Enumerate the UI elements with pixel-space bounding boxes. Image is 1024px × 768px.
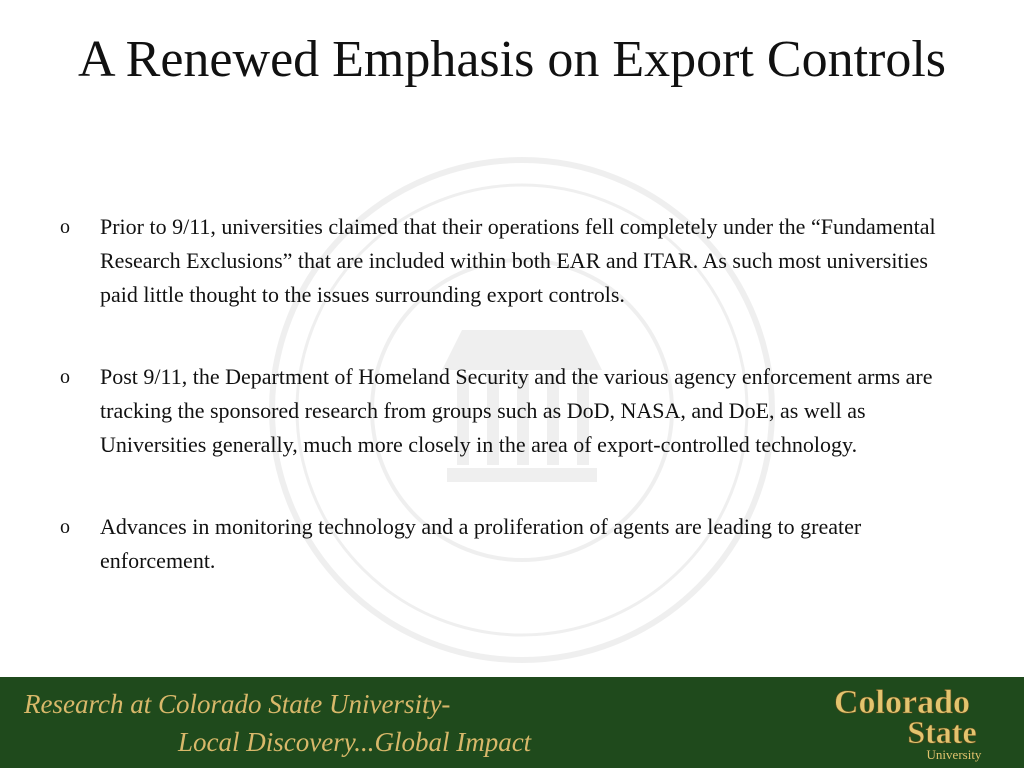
slide-title: A Renewed Emphasis on Export Controls — [77, 31, 947, 88]
footer-tagline-line2: Local Discovery...Global Impact — [178, 727, 532, 757]
footer-banner — [0, 677, 1024, 768]
logo-word-state: State — [907, 714, 977, 750]
bullet-marker-icon: o — [60, 216, 70, 238]
bullet-text: Post 9/11, the Department of Homeland Security and the various agency enforcement arms are tracking the sponsored research from groups such as DoD, NASA, and DoE, as well as Universities generally, much more closely in the area of export-controlled technology. — [100, 364, 933, 457]
bullet-text: Advances in monitoring technology and a proliferation of agents are leading to greater enforcement. — [100, 514, 862, 573]
colorado-state-university-logo — [818, 685, 988, 763]
footer-tagline-line1: Research at Colorado State University- — [24, 689, 451, 719]
bullet-item-2 — [60, 360, 960, 462]
bullet-text: Prior to 9/11, universities claimed that their operations fell completely under the “Fundamental Research Exclusions” that are included within both EAR and ITAR. As such most universities paid little thought to the issues surrounding export controls. — [100, 214, 936, 307]
logo-word-university: University — [926, 747, 982, 762]
bullet-item-3 — [60, 510, 960, 578]
bullet-marker-icon: o — [60, 366, 70, 388]
bullet-item-1 — [60, 210, 960, 312]
logo-word-colorado: Colorado — [834, 685, 970, 721]
bullet-marker-icon: o — [60, 516, 70, 538]
bullet-list — [60, 210, 960, 578]
